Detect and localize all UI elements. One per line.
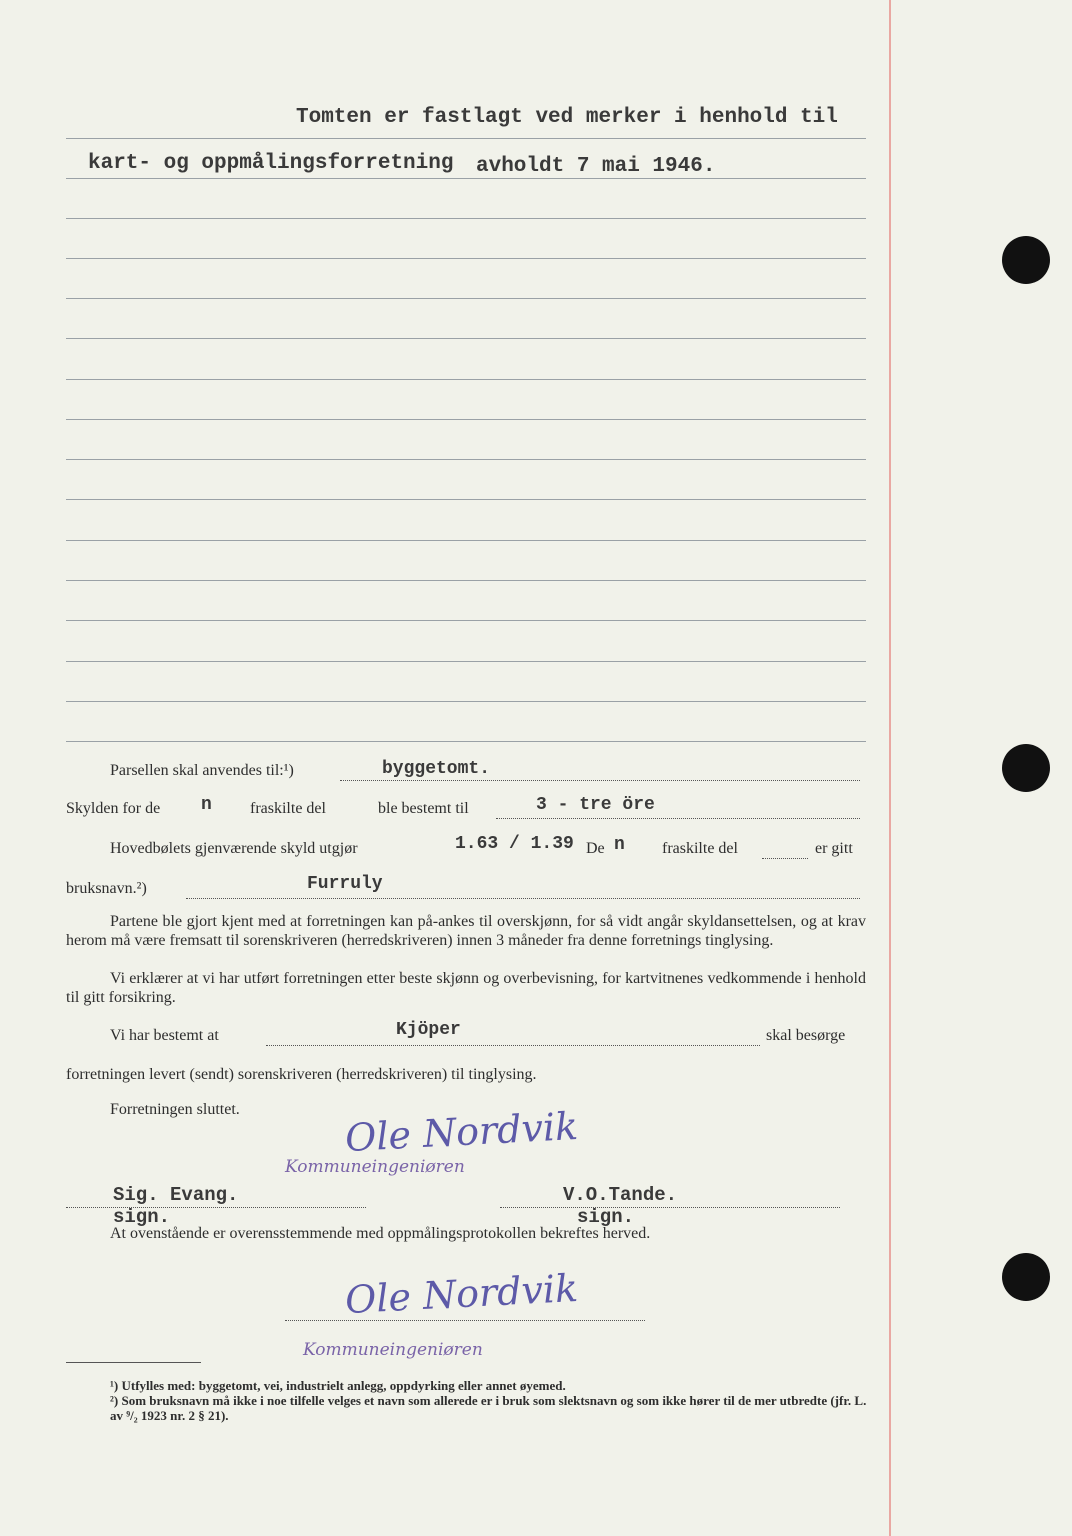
parsellen-label: Parsellen skal anvendes til:¹): [110, 762, 294, 779]
bestemt-value: Kjöper: [396, 1020, 461, 1040]
hoved-label-b: De: [586, 840, 605, 857]
dotted-fill-line: [762, 846, 808, 859]
typed-line-1: Tomten er fastlagt ved merker i henhold til: [296, 106, 838, 129]
ruled-line: [66, 298, 866, 299]
ruled-line: [66, 138, 866, 139]
ruled-line: [66, 258, 866, 259]
ruled-line: [66, 459, 866, 460]
skylden-label-c: ble bestemt til: [378, 800, 469, 817]
ruled-line: [66, 620, 866, 621]
footnote-2: ²) Som bruksnavn må ikke i noe tilfelle velges et navn som allerede er i bruk som slektsnavn og som ikke hører til de mer utbredte (jfr. L. av ⁹/₂ 1923 nr. 2 § 21).: [110, 1393, 867, 1423]
ruled-line: [66, 178, 866, 179]
typed-line-2a: kart- og oppmålingsforretning: [88, 152, 454, 175]
ruled-line: [66, 419, 866, 420]
sluttet-label: Forretningen sluttet.: [110, 1101, 240, 1118]
ruled-line: [66, 338, 866, 339]
dotted-fill-line: [266, 1033, 760, 1046]
footnote-divider: [66, 1362, 201, 1363]
ruled-line: [66, 741, 866, 742]
witness-2-name: V.O.Tande.: [563, 1184, 678, 1206]
dotted-fill-line: [496, 806, 860, 819]
ruled-line: [66, 580, 866, 581]
dotted-fill-line: [500, 1195, 840, 1208]
punch-hole-icon: [1002, 1253, 1050, 1301]
signature-2: Ole Nordvik: [344, 1265, 580, 1323]
dotted-fill-line: [66, 1195, 366, 1208]
skylden-label-b: fraskilte del: [250, 800, 326, 817]
hoved-label-d: er gitt: [815, 840, 853, 857]
ruled-line: [66, 701, 866, 702]
confirm-text: At ovenstående er overensstemmende med oppmålingsprotokollen bekreftes herved.: [110, 1225, 651, 1242]
para-erklaering: Vi erklærer at vi har utført forretningen etter beste skjønn og overbevisning, for kartvitnenes vedkommende i henhold til gitt forsikring.: [66, 970, 866, 1006]
ruled-line: [66, 379, 866, 380]
ruled-line: [66, 661, 866, 662]
ruled-line: [66, 540, 866, 541]
dotted-fill-line: [285, 1308, 645, 1321]
typed-line-2b: avholdt 7 mai 1946.: [476, 155, 716, 178]
ruled-line: [66, 499, 866, 500]
skylden-label-a: Skylden for de: [66, 800, 161, 817]
punch-hole-icon: [1002, 744, 1050, 792]
hoved-label-a: Hovedbølets gjenværende skyld utgjør: [110, 840, 358, 857]
parsellen-value: byggetomt.: [382, 759, 491, 779]
bestemt-label: Vi har bestemt at: [110, 1027, 219, 1044]
footnote-1: ¹) Utfylles med: byggetomt, vei, industrielt anlegg, oppdyrking eller annet øyemed.: [110, 1378, 566, 1393]
punch-hole-icon: [1002, 236, 1050, 284]
hoved-fill-n: n: [614, 835, 625, 855]
witness-1-sign: sign.: [113, 1206, 171, 1228]
skylden-fill-n: n: [201, 795, 212, 815]
signature-1-title: Kommuneingeniøren: [285, 1157, 465, 1177]
skylden-value: 3 - tre öre: [536, 795, 655, 815]
red-margin-line: [889, 0, 891, 1536]
witness-1-name: Sig. Evang.: [113, 1184, 239, 1206]
ruled-line: [66, 218, 866, 219]
bruksnavn-label: bruksnavn.²): [66, 880, 147, 897]
levert-label: forretningen levert (sendt) sorenskriveren (herredskriveren) til tinglysing.: [66, 1066, 537, 1083]
dotted-fill-line: [186, 886, 860, 899]
para-overskjonn: Partene ble gjort kjent med at forretningen kan på-ankes til overskjønn, for så vidt angår skyldansettelsen, og at krav herom må være fremsatt til sorenskriveren (herredskriveren) innen 3 måneder fra denne forretnings tinglysing.: [66, 913, 866, 949]
signature-2-title: Kommuneingeniøren: [303, 1340, 483, 1360]
besorge-label: skal besørge: [766, 1027, 846, 1044]
witness-2-sign: sign.: [577, 1206, 635, 1228]
hoved-label-c: fraskilte del: [662, 840, 738, 857]
bruksnavn-value: Furruly: [307, 874, 383, 894]
hoved-value: 1.63 / 1.39: [455, 834, 574, 854]
signature-1: Ole Nordvik: [344, 1103, 580, 1161]
